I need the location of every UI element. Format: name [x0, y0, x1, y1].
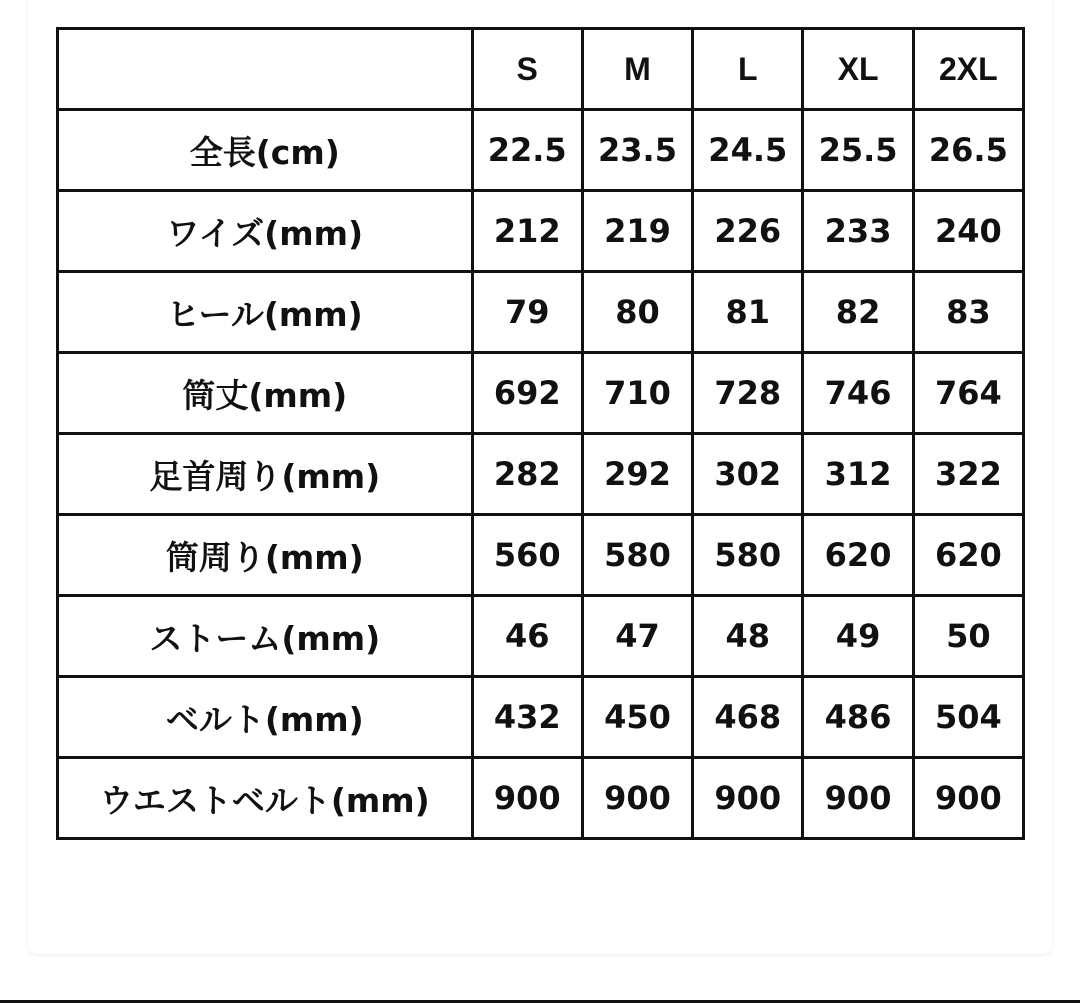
table-cell: 22.5: [472, 110, 582, 191]
size-header-row: [58, 29, 1024, 110]
table-cell: 728: [693, 353, 803, 434]
row-label: 筒丈(mm): [58, 353, 473, 434]
row-label: 筒周り(mm): [58, 515, 473, 596]
table-cell: 25.5: [803, 110, 913, 191]
table-row: [58, 353, 1024, 434]
size-header-l: L: [693, 29, 803, 110]
table-cell: 48: [693, 596, 803, 677]
table-cell: 692: [472, 353, 582, 434]
size-header-xl: XL: [803, 29, 913, 110]
table-cell: 23.5: [582, 110, 692, 191]
table-cell: 79: [472, 272, 582, 353]
row-label: 足首周り(mm): [58, 434, 473, 515]
table-cell: 504: [913, 677, 1023, 758]
table-cell: 560: [472, 515, 582, 596]
table-cell: 900: [472, 758, 582, 839]
corner-cell: [58, 29, 473, 110]
table-cell: 746: [803, 353, 913, 434]
table-cell: 312: [803, 434, 913, 515]
table-cell: 49: [803, 596, 913, 677]
table-row: [58, 434, 1024, 515]
table-cell: 233: [803, 191, 913, 272]
table-cell: 468: [693, 677, 803, 758]
table-cell: 46: [472, 596, 582, 677]
table-cell: 219: [582, 191, 692, 272]
table-row: [58, 596, 1024, 677]
table-cell: 80: [582, 272, 692, 353]
row-label: ヒール(mm): [58, 272, 473, 353]
row-label: 全長(cm): [58, 110, 473, 191]
table-cell: 900: [693, 758, 803, 839]
table-row: [58, 515, 1024, 596]
table-row: [58, 677, 1024, 758]
table-cell: 50: [913, 596, 1023, 677]
size-header-s: S: [472, 29, 582, 110]
table-cell: 226: [693, 191, 803, 272]
table-cell: 302: [693, 434, 803, 515]
table-cell: 900: [803, 758, 913, 839]
size-header-2xl: 2XL: [913, 29, 1023, 110]
size-chart-table: [56, 27, 1025, 840]
table-row: [58, 272, 1024, 353]
table-cell: 81: [693, 272, 803, 353]
table-cell: 47: [582, 596, 692, 677]
row-label: ベルト(mm): [58, 677, 473, 758]
table-cell: 83: [913, 272, 1023, 353]
table-cell: 620: [803, 515, 913, 596]
row-label: ウエストベルト(mm): [58, 758, 473, 839]
table-cell: 212: [472, 191, 582, 272]
table-cell: 620: [913, 515, 1023, 596]
table-cell: 282: [472, 434, 582, 515]
table-cell: 580: [693, 515, 803, 596]
row-label: ストーム(mm): [58, 596, 473, 677]
table-row: [58, 191, 1024, 272]
table-cell: 240: [913, 191, 1023, 272]
table-cell: 82: [803, 272, 913, 353]
table-cell: 24.5: [693, 110, 803, 191]
table-cell: 322: [913, 434, 1023, 515]
table-cell: 26.5: [913, 110, 1023, 191]
table-cell: 292: [582, 434, 692, 515]
table-cell: 580: [582, 515, 692, 596]
table-cell: 710: [582, 353, 692, 434]
table-cell: 432: [472, 677, 582, 758]
table-cell: 900: [582, 758, 692, 839]
size-header-m: M: [582, 29, 692, 110]
table-cell: 486: [803, 677, 913, 758]
table-row: [58, 758, 1024, 839]
table-cell: 450: [582, 677, 692, 758]
table-cell: 764: [913, 353, 1023, 434]
table-cell: 900: [913, 758, 1023, 839]
table-row: [58, 110, 1024, 191]
row-label: ワイズ(mm): [58, 191, 473, 272]
